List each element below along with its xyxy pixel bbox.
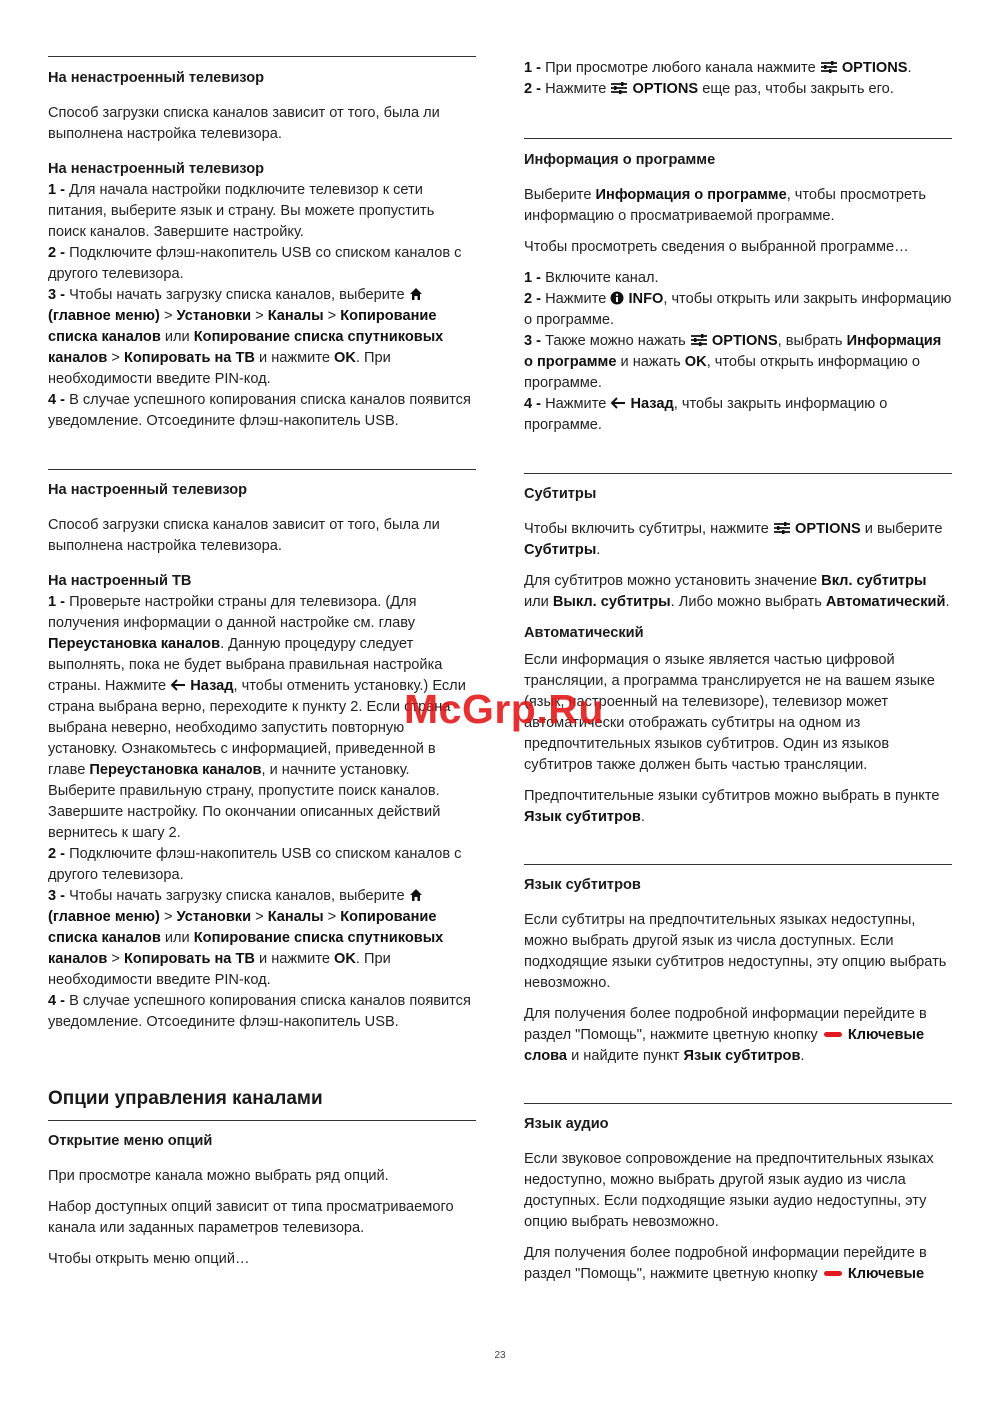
step-1: 1 - Для начала настройки подключите телевизор к сети питания, выберите язык и страну. Вы можете пропустить поиск каналов. Завершите настройку.: [48, 182, 435, 240]
back-arrow-icon: [610, 396, 626, 410]
paragraph: Если звуковое сопровождение на предпочтительных языках недоступно, можно выбрать другой язык аудио из числа доступных. Если подходящие языки аудио недоступны, эту опцию выбрать невозможно.: [524, 1151, 934, 1230]
info-icon: [610, 291, 624, 305]
step-2: 2 - Подключите флэш-накопитель USB со списком каналов с другого телевизора.: [48, 245, 462, 282]
section-title: Открытие меню опций: [48, 1133, 213, 1149]
step-3: 3 - Чтобы начать загрузку списка каналов, выберите (главное меню) > Установки > Каналы > Копирование списка каналов или Копирование списка спутниковых каналов > Копировать на ТВ и нажмите OK. При необходимости введите PIN-код.: [48, 287, 444, 387]
step-1: 1 - При просмотре любого канала нажмите OPTIONS.: [524, 60, 912, 76]
home-icon: [409, 287, 423, 301]
options-icon: [820, 60, 838, 74]
options-icon: [690, 333, 708, 347]
step-2: 2 - Нажмите INFO, чтобы открыть или закрыть информацию о программе.: [524, 291, 952, 328]
home-icon: [409, 888, 423, 902]
paragraph: Для получения более подробной информации перейдите в раздел "Помощь", нажмите цветную кнопку Ключевые слова и найдите пункт Язык субтитров.: [524, 1006, 927, 1064]
step-4: 4 - В случае успешного копирования списка каналов появится уведомление. Отсоедините флэш-накопитель USB.: [48, 993, 471, 1030]
section-title: Субтитры: [524, 486, 597, 502]
paragraph: Для получения более подробной информации перейдите в раздел "Помощь", нажмите цветную кнопку Ключевые: [524, 1245, 927, 1282]
step-4: 4 - В случае успешного копирования списка каналов появится уведомление. Отсоедините флэш-накопитель USB.: [48, 392, 471, 429]
step-2: 2 - Нажмите OPTIONS еще раз, чтобы закрыть его.: [524, 81, 894, 97]
paragraph: Чтобы открыть меню опций…: [48, 1251, 250, 1267]
section-title: Информация о программе: [524, 152, 716, 168]
paragraph: Выберите Информация о программе, чтобы просмотреть информацию о просматриваемой программе.: [524, 187, 926, 224]
paragraph: Чтобы просмотреть сведения о выбранной программе…: [524, 239, 909, 255]
subsection-title: На настроенный ТВ: [48, 573, 192, 589]
red-key-icon: [824, 1271, 842, 1276]
paragraph: Если информация о языке является частью цифровой трансляции, а программа транслируется не на вашем языке (язык, настроенный на телевизоре), телевизор может автоматически отображать субтитры на одном из предпочтительных языков субтитров. Один из языков субтитров также должен быть частью трансляции.: [524, 652, 935, 773]
paragraph: Предпочтительные языки субтитров можно выбрать в пункте Язык субтитров.: [524, 788, 940, 825]
step-2: 2 - Подключите флэш-накопитель USB со списком каналов с другого телевизора.: [48, 846, 462, 883]
right-column: [524, 0, 952, 1285]
subsection-title: Автоматический: [524, 625, 644, 641]
step-3: 3 - Чтобы начать загрузку списка каналов, выберите (главное меню) > Установки > Каналы > Копирование списка каналов или Копирование списка спутниковых каналов > Копировать на ТВ и нажмите OK. При необходимости введите PIN-код.: [48, 888, 444, 988]
options-icon: [773, 521, 791, 535]
page-number: 23: [494, 1350, 506, 1361]
options-icon: [610, 81, 628, 95]
paragraph: Набор доступных опций зависит от типа просматриваемого канала или заданных параметров телевизора.: [48, 1199, 454, 1236]
paragraph: Способ загрузки списка каналов зависит от того, была ли выполнена настройка телевизора.: [48, 105, 440, 142]
paragraph: При просмотре канала можно выбрать ряд опций.: [48, 1168, 389, 1184]
paragraph: Чтобы включить субтитры, нажмите OPTIONS и выберите Субтитры.: [524, 521, 943, 558]
paragraph: Способ загрузки списка каналов зависит от того, была ли выполнена настройка телевизора.: [48, 517, 440, 554]
step-3: 3 - Также можно нажать OPTIONS, выбрать Информация о программе и нажать OK, чтобы открыть информацию о программе.: [524, 333, 942, 391]
step-4: 4 - Нажмите Назад, чтобы закрыть информацию о программе.: [524, 396, 888, 433]
red-key-icon: [824, 1032, 842, 1037]
paragraph: Если субтитры на предпочтительных языках недоступны, можно выбрать другой язык из числа доступных. Если подходящие языки субтитров недоступны, эту опцию выбрать невозможно.: [524, 912, 947, 991]
section-title: Язык субтитров: [524, 877, 641, 893]
section-title: На ненастроенный телевизор: [48, 70, 265, 86]
step-1: 1 - Включите канал.: [524, 270, 659, 286]
watermark: McGrp.Ru: [404, 686, 604, 732]
chapter-heading: Опции управления каналами: [48, 1088, 323, 1109]
step-1: 1 - Проверьте настройки страны для телевизора. (Для получения информации о данной настройке см. главу Переустановка каналов. Данную процедуру следует выполнять, пока не будет выбрана правильная настройка страны. Нажмите Назад, чтобы отменить установку.) Если страна выбрана верно, переходите к пункту 2. Если страна выбрана неверно, необходимо запустить повторную установку. Ознакомьтесь с информацией, приведенной в главе Переустановка каналов, и начните установку. Выберите правильную страну, пропустите поиск каналов. Завершите настройку. По окончании описанных действий вернитесь к шагу 2.: [48, 594, 466, 841]
section-title: Язык аудио: [524, 1116, 609, 1132]
paragraph: Для субтитров можно установить значение Вкл. субтитры или Выкл. субтитры. Либо можно выбрать Автоматический.: [524, 573, 950, 610]
subsection-title: На ненастроенный телевизор: [48, 161, 265, 177]
section-title: На настроенный телевизор: [48, 482, 248, 498]
back-arrow-icon: [170, 678, 186, 692]
left-column: [48, 0, 476, 1270]
